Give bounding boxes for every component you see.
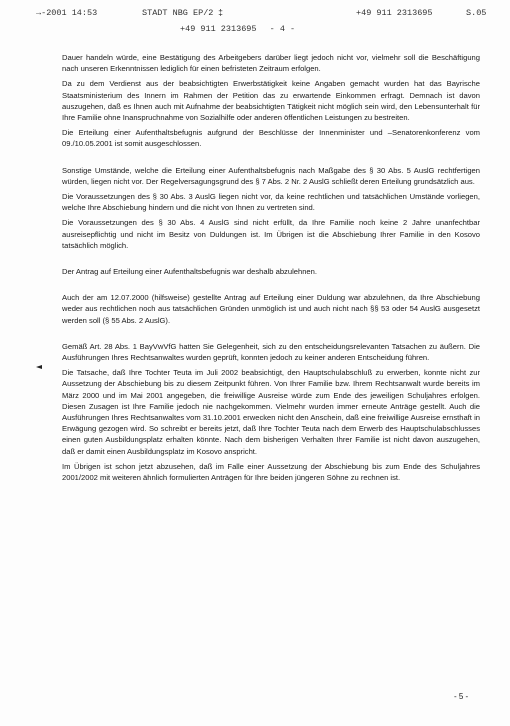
paragraph: Auch der am 12.07.2000 (hilfsweise) gestellte Antrag auf Erteilung einer Duldung war abzulehnen, da Ihre Abschiebung weder aus rechtlichen noch aus tatsächlichen Gründen unmöglich ist und auch nicht nach §§ 53 oder 54 AuslG ausgesetzt werden soll (§ 55 Abs. 2 AuslG).	[62, 293, 480, 325]
paragraph-gap	[62, 281, 480, 292]
paragraph: Da zu dem Verdienst aus der beabsichtigten Erwerbstätigkeit keine Angaben gemacht wurden hat das Bayrische Staatsministerium des Innern im Rahmen der Petition das zu erwartende Einkommen erfragt. Demnach ist davon auszugehen, daß es Ihnen auch mit Aufnahme der beabsichtigten Tätigkeit nicht möglich sein wird, den Lebensunterhalt für Ihre Familie ohne Inanspruchnahme von Sozialhilfe oder anderen öffentlichen Leistungen zu bestreiten.	[62, 79, 480, 123]
margin-arrow-mark	[36, 365, 42, 369]
fax-phone: +49 911 2313695	[356, 8, 433, 18]
paragraph-gap	[62, 330, 480, 341]
paragraph: Der Antrag auf Erteilung einer Aufenthaltsbefugnis war deshalb abzulehnen.	[62, 267, 317, 277]
paragraph: Im Übrigen ist schon jetzt abzusehen, daß im Falle einer Aussetzung der Abschiebung bis zum Ende des Schuljahres 2001/2002 mit weiteren ähnlich formulierten Anträgen für Ihre beiden jüngeren Söhne zu rechnen ist.	[62, 461, 480, 483]
paragraph: Die Voraussetzungen des § 30 Abs. 3 AuslG liegen nicht vor, da keine rechtlichen und tatsächlichen Umstände vorliegen, welche Ihre Abschiebung hindern und die nicht von Ihnen zu vertreten sind.	[62, 192, 480, 213]
paragraph: Die Tatsache, daß Ihre Tochter Teuta im Juli 2002 beabsichtigt, den Hauptschulabschluß zu erwerben, konnte nicht zur Aussetzung der Abschiebung bis zu diesem Zeitpunkt führen. Von Ihrer Familie bzw. Ihrem Rechtsanwalt wurde bereits im März 2000 und im Mai 2001 angegeben, die freiwillige Ausreise würde zum Ende des jeweiligen Schuljahres erfolgen. Diesen Zusagen ist Ihre Familie jedoch nie nachgekommen. Vielmehr wurden immer erneute Anträge gestellt. Auch die Ausführungen Ihres Rechtsanwaltes vom 31.10.2001 erwecken nicht den Anschein, daß eine freiwillige Ausreise ernsthaft in Erwägung gezogen wird. So schreibt er bereits jetzt, daß Ihre Tochter Teuta nach dem Erwerb des Hauptschulabschlusses einen guten Ausbildungsplatz erhalten könnte. Nach dem bisherigen Verhalten Ihrer Familie ist nicht davon auszugehen, daß er damit einen Ausbildungsplatz im Kosovo anspricht.	[62, 368, 480, 456]
fax-header-line2	[180, 24, 295, 34]
fax-line2-page: - 4 -	[269, 24, 296, 34]
paragraph-gap	[62, 154, 480, 165]
paragraph: Gemäß Art. 28 Abs. 1 BayVwVfG hatten Sie Gelegenheit, sich zu den entscheidungsrelevanten Tatsachen zu äußern. Die Ausführungen Ihres Rechtsanwaltes wurden geprüft, konnten jedoch zu keiner anderen Entscheidung führen.	[62, 341, 480, 363]
letter-body	[62, 52, 480, 487]
page-number: - 5 -	[454, 692, 469, 701]
paragraph: Dauer handeln würde, eine Bestätigung des Arbeitgebers darüber liegt jedoch nicht vor, vielmehr soll die Beschäftigung nach unseren Erkenntnissen lediglich für einen befristeten Zeitraum erfolgen.	[62, 53, 480, 74]
paragraph-gap	[62, 255, 480, 266]
fax-header	[36, 8, 506, 20]
fax-line2-phone: +49 911 2313695	[180, 24, 257, 34]
fax-mark: ‡	[218, 8, 224, 18]
fax-date-time: →-2001 14:53	[36, 8, 98, 18]
paragraph: Sonstige Umstände, welche die Erteilung einer Aufenthaltsbefugnis nach Maßgabe des § 30 Abs. 5 AuslG rechtfertigen würden, liegen nicht vor. Der Regelversagungsgrund des § 7 Abs. 2 Nr. 2 AuslG schließt deren Erteilung grundsätzlich aus.	[62, 165, 480, 186]
paragraph: Die Erteilung einer Aufenthaltsbefugnis aufgrund der Beschlüsse der Innenminister und –Senatorenkonferenz vom 09./10.05.2001 ist somit ausgeschlossen.	[62, 128, 480, 149]
paragraph: Die Voraussetzungen des § 30 Abs. 4 AuslG sind nicht erfüllt, da Ihre Familie noch keine 2 Jahre unanfechtbar ausreisepflichtig und nicht im Besitz von Duldungen ist. Im Übrigen ist die Abschiebung Ihrer Familie in den Kosovo tatsächlich möglich.	[62, 218, 480, 250]
fax-sender: STADT NBG EP/2	[142, 8, 214, 18]
fax-page: S.05	[466, 8, 487, 18]
